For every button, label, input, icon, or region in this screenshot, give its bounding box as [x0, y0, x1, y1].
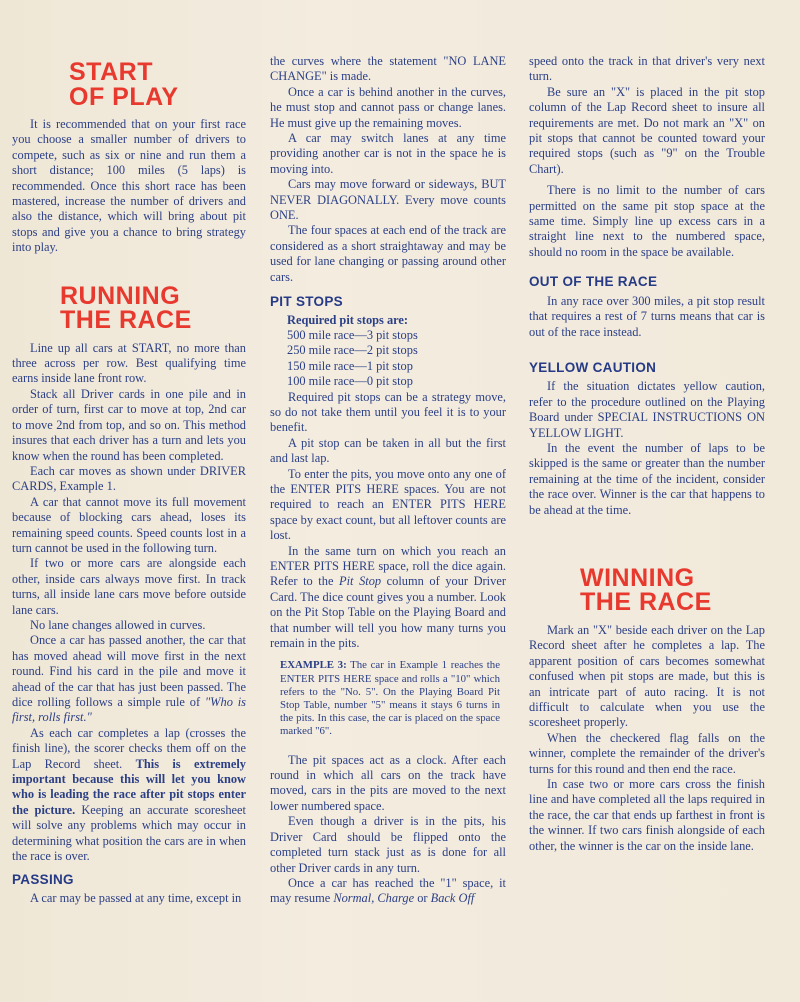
passing-paragraph: A car may switch lanes at any time providing another car is not in the space he is moving into.: [270, 131, 506, 176]
pit-paragraph: The pit spaces act as a clock. After each round in which all cars on the track have moved, cars in the pits are moved to the next lower numbered space.: [270, 752, 506, 813]
running-paragraph: Stack all Driver cards in one pile and in order of turn, first car to move at top, 2nd car to move 2nd from top, and so on. This method insures that each driver has a turn and lets you know when the round has been completed.: [12, 386, 246, 463]
passing-continued: the curves where the statement "NO LANE CHANGE" is made.: [270, 54, 506, 84]
running-paragraph: A car that cannot move its full movement because of blocking cars ahead, loses its remaining speed counts. Speed counts lost in a turn cannot be used in the following turn.: [12, 494, 246, 555]
running-paragraph: Line up all cars at START, no more than three across per row. Best qualifying time earns inside lane front row.: [12, 340, 246, 386]
column-3: [529, 54, 765, 854]
passing-paragraph: The four spaces at each end of the track are considered as a short straightaway and may be used for lane changing or passing around other cars.: [270, 223, 506, 284]
required-label: Required pit stops are:: [287, 312, 409, 327]
running-paragraph: If two or more cars are alongside each other, inside cars always move first. In track turns, all inside lane cars move before outside lane cars.: [12, 556, 246, 617]
winning-paragraph: Mark an "X" beside each driver on the Lap Record sheet after he completes a lap. The apparent position of cars becomes somewhat confused when pit stops are made, but this is an intricate part of auto racing. It is not difficult to calculate when you use the scoresheet properly.: [529, 622, 765, 730]
yellow-paragraph: In the event the number of laps to be skipped is the same or greater than the number remaining at the time of the incident, consider the race over. Winner is the car that happens to be ahead at the time.: [529, 440, 765, 517]
winning-paragraph: In case two or more cars cross the finish line and have completed all the laps required in the race, the car that ends up farthest in front is the winner. If two cars finish alongside of each other, the winner is the car on the inside lane.: [529, 777, 765, 853]
yellow-caution-heading: YELLOW CAUTION: [529, 359, 657, 375]
pit-paragraph: A pit stop can be taken in all but the first and last lap.: [270, 435, 506, 466]
column-2: [270, 54, 506, 907]
start-of-play-heading: START OF PLAY: [69, 58, 179, 111]
pit-paragraph: Even though a driver is in the pits, his Driver Card should be flipped onto the completed turn stack just as is done for all other Driver cards in any turn.: [270, 814, 506, 875]
start-paragraph: It is recommended that on your first race you choose a smaller number of drivers to compete, such as six or nine and run them a short distance; 100 miles (5 laps) is recommended. Once this short race has been mastered, increase the number of drivers and also the distance, which will bring about pit stops and give you a chance to bring strategy into play.: [12, 117, 246, 255]
list-item: 100 mile race—0 pit stop: [287, 374, 413, 389]
passing-paragraph: Cars may move forward or sideways, BUT NEVER DIAGONALLY. Every move counts ONE.: [270, 177, 506, 223]
example-3: EXAMPLE 3: The car in Example 1 reaches the ENTER PITS HERE space and rolls a "10" which refers to the "No. 5". On the Playing Board Pit Stop Table, number "5" means it stays 6 turns in the pits. In this case, the car is placed on the space marked "6".: [280, 659, 500, 738]
pit-paragraph: Required pit stops can be a strategy move, so do not take them until you feel it is to your benefit.: [270, 389, 506, 435]
pit-continued: speed onto the track in that driver's very next turn.: [529, 54, 765, 84]
pit-paragraph: There is no limit to the number of cars permitted on the same pit stop space at the same time. Simply line up excess cars in a straight line next to the numbered space, should no room in the space be available.: [529, 183, 765, 259]
winning-paragraph: When the checkered flag falls on the winner, complete the remainder of the driver's turns for this round and then end the race.: [529, 730, 765, 776]
running-paragraph: Once a car has passed another, the car that has moved ahead will move first in the next round. Find his card in the pile and move it ahead of the car that has just been passed. The dice rolling follows a simple rule of "Who is first, rolls first.": [12, 633, 247, 725]
pit-paragraph: Once a car has reached the "1" space, it may resume Normal, Charge or Back Off: [270, 875, 506, 906]
running-the-race-heading: RUNNING THE RACE: [60, 281, 192, 335]
list-item: 500 mile race—3 pit stops: [287, 327, 418, 342]
passing-paragraph: A car may be passed at any time, except in: [30, 890, 242, 905]
running-paragraph: Each car moves as shown under DRIVER CARDS, Example 1.: [12, 463, 246, 494]
yellow-paragraph: If the situation dictates yellow caution, refer to the procedure outlined on the Playing Board under SPECIAL INSTRUCTIONS ON YELLOW LIGHT.: [529, 379, 765, 440]
column-1: [12, 50, 246, 906]
winning-the-race-heading: WINNING THE RACE: [580, 563, 712, 617]
pit-paragraph: Be sure an "X" is placed in the pit stop column of the Lap Record sheet to insure all requirements are met. Do not mark an "X" on pit stops that cannot be counted toward your required stops (such as "9" on the Trouble Chart).: [529, 84, 765, 176]
list-item: 250 mile race—2 pit stops: [287, 343, 418, 358]
scoring-paragraph: As each car completes a lap (crosses the finish line), the scorer checks them off on the Lap Record sheet. This is extremely important because this will let you know who is leading the race after pit stops enter the picture. Keeping an accurate scoresheet will solve any problems which may occur in determining what position the cars are in when the race is over.: [12, 725, 247, 864]
passing-paragraph: Once a car is behind another in the curves, he must stop and cannot pass or change lanes. He must give up the remaining moves.: [270, 84, 506, 130]
pit-paragraph: In the same turn on which you reach an ENTER PITS HERE space, roll the dice again. Refer to the Pit Stop column of your Driver Card. The dice count gives you a number. Look on the Pit Stop Table on the Playing Board and that number will tell you how many turns you remain in the pits.: [270, 543, 506, 651]
list-item: 150 mile race—1 pit stop: [287, 358, 413, 373]
pit-stops-heading: PIT STOPS: [270, 294, 343, 310]
passing-heading: PASSING: [12, 872, 74, 888]
pit-paragraph: To enter the pits, you move onto any one of the ENTER PITS HERE spaces. You are not required to reach an ENTER PITS HERE space by exact count, but all leftover counts are lost.: [270, 466, 506, 543]
out-of-race-heading: OUT OF THE RACE: [529, 274, 658, 290]
pit-stop-list: [270, 313, 506, 390]
out-paragraph: In any race over 300 miles, a pit stop result that requires a rest of 7 turns means that car is out of the race instead.: [529, 293, 765, 339]
running-paragraph: No lane changes allowed in curves.: [30, 617, 206, 632]
